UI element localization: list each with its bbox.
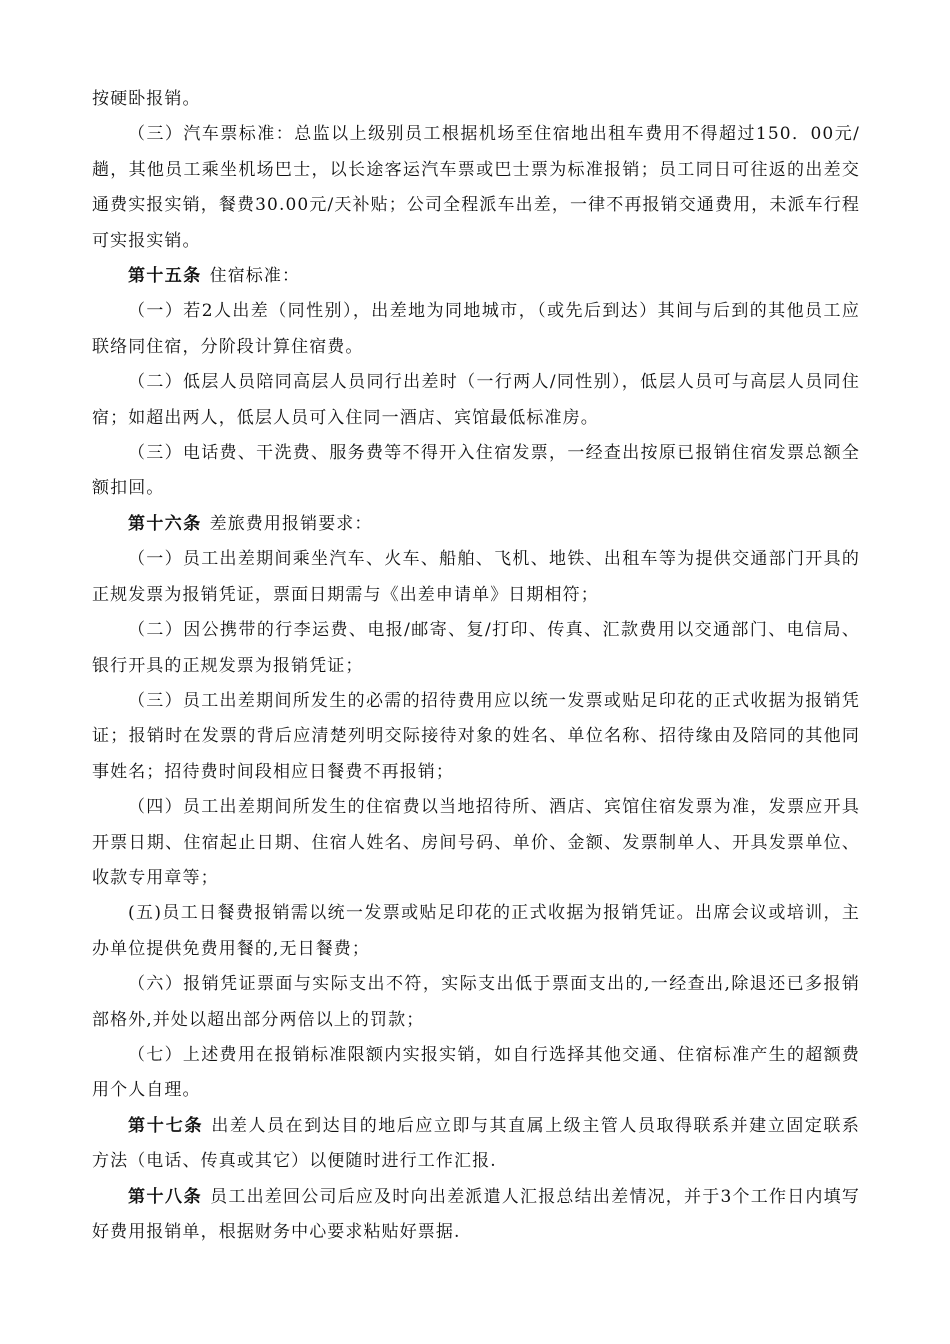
article-16-paragraph [92, 507, 860, 542]
paragraph-bus-ticket-standard [92, 117, 860, 259]
paragraph-text: （一）员工出差期间乘坐汽车、火车、船舶、飞机、地铁、出租车等为提供交通部门开具的正规发票为报销凭证，票面日期需与《出差申请单》日期相符； [92, 549, 860, 605]
reimbursement-rule-4 [92, 790, 860, 896]
article-16-heading: 第十六条 [128, 513, 202, 534]
paragraph-train-sleeper [92, 82, 860, 117]
paragraph-text: （三）汽车票标准：总监以上级别员工根据机场至住宿地出租车费用不得超过150．00元/趟，其他员工乘坐机场巴士，以长途客运汽车票或巴士票为标准报销；员工同日可往返的出差交通费实报实销，餐费30.00元/天补贴；公司全程派车出差，一律不再报销交通费用，未派车行程可实报实销。 [92, 124, 860, 251]
document-body [92, 82, 860, 1250]
reimbursement-rule-6 [92, 967, 860, 1038]
lodging-rule-1 [92, 294, 860, 365]
paragraph-text: （二）因公携带的行李运费、电报/邮寄、复/打印、传真、汇款费用以交通部门、电信局、银行开具的正规发票为报销凭证； [92, 620, 860, 676]
reimbursement-rule-1 [92, 542, 860, 613]
paragraph-text: 按硬卧报销。 [92, 89, 201, 109]
paragraph-text: （三）员工出差期间所发生的必需的招待费用应以统一发票或贴足印花的正式收据为报销凭证；报销时在发票的背后应清楚列明交际接待对象的姓名、单位名称、招待缘由及陪同的其他同事姓名；招待费时间段相应日餐费不再报销； [92, 690, 860, 782]
paragraph-text: (五)员工日餐费报销需以统一发票或贴足印花的正式收据为报销凭证。出席会议或培训，主办单位提供免费用餐的,无日餐费； [92, 903, 860, 959]
article-18-paragraph [92, 1180, 860, 1251]
article-17-text: 出差人员在到达目的地后应立即与其直属上级主管人员取得联系并建立固定联系方法（电话、传真或其它）以便随时进行工作汇报. [92, 1115, 861, 1172]
lodging-rule-3 [92, 436, 860, 507]
reimbursement-rule-7 [92, 1038, 860, 1109]
lodging-rule-2 [92, 365, 860, 436]
article-16-text: 差旅费用报销要求： [209, 513, 373, 534]
paragraph-text: （三）电话费、干洗费、服务费等不得开入住宿发票，一经查出按原已报销住宿发票总额全额扣回。 [92, 443, 860, 499]
article-15-heading: 第十五条 [128, 266, 202, 287]
reimbursement-rule-2 [92, 613, 860, 684]
paragraph-text: （一）若2人出差（同性别），出差地为同地城市，（或先后到达）其间与后到的其他员工应联络同住宿，分阶段计算住宿费。 [92, 301, 860, 357]
reimbursement-rule-3 [92, 684, 860, 790]
article-18-text: 员工出差回公司后应及时向出差派遣人汇报总结出差情况，并于3个工作日内填写好费用报销单，根据财务中心要求粘贴好票据. [92, 1186, 860, 1242]
article-18-heading: 第十八条 [128, 1186, 203, 1207]
paragraph-text: （六）报销凭证票面与实际支出不符，实际支出低于票面支出的,一经查出,除退还已多报销部格外,并处以超出部分两倍以上的罚款； [92, 974, 860, 1030]
article-17-heading: 第十七条 [128, 1115, 204, 1136]
article-17-paragraph [92, 1109, 860, 1180]
paragraph-text: （四）员工出差期间所发生的住宿费以当地招待所、酒店、宾馆住宿发票为准，发票应开具开票日期、住宿起止日期、住宿人姓名、房间号码、单价、金额、发票制单人、开具发票单位、收款专用章等； [92, 797, 860, 888]
article-15-text: 住宿标准： [209, 266, 301, 287]
reimbursement-rule-5 [92, 896, 860, 967]
paragraph-text: （七）上述费用在报销标准限额内实报实销，如自行选择其他交通、住宿标准产生的超额费用个人自理。 [92, 1044, 860, 1101]
paragraph-text: （二）低层人员陪同高层人员同行出差时（一行两人/同性别），低层人员可与高层人员同住宿；如超出两人，低层人员可入住同一酒店、宾馆最低标准房。 [92, 372, 860, 428]
article-15-paragraph [92, 259, 860, 294]
